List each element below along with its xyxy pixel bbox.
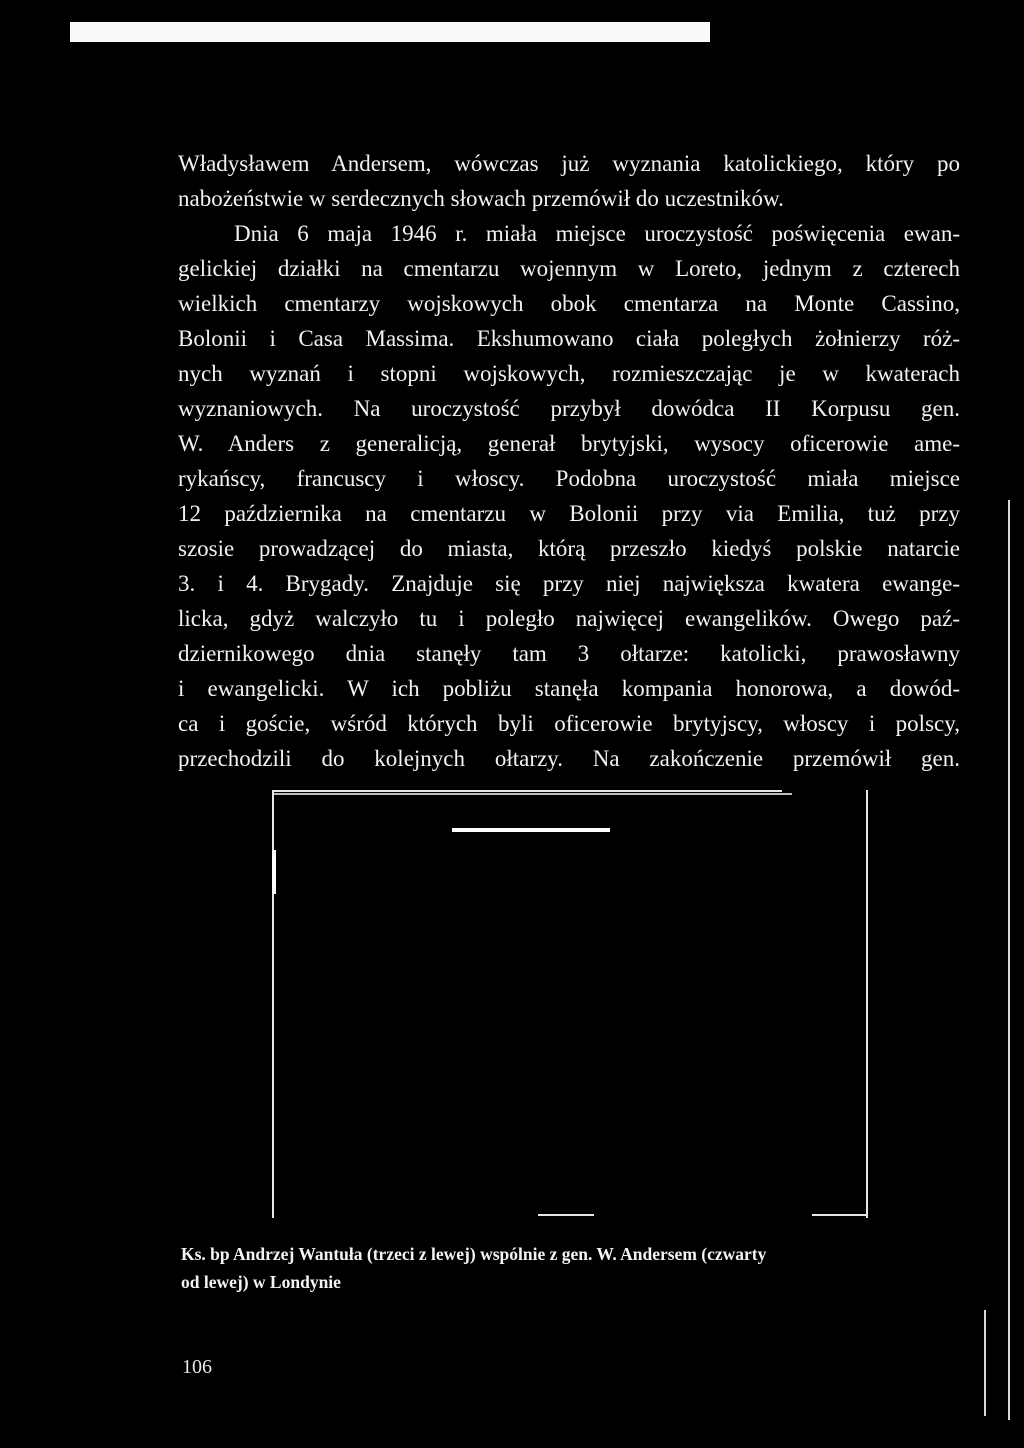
text-line: 12 października na cmentarzu w Bolonii przy via Emilia, tuż przy <box>178 501 960 526</box>
text-line: nabożeństwie w serdecznych słowach przemówił do uczestników. <box>178 186 784 211</box>
caption-line: od lewej) w Londynie <box>181 1272 341 1292</box>
text-line: i ewangelicki. W ich pobliżu stanęła kompania honorowa, a dowód- <box>178 676 960 701</box>
frame-right-edge <box>866 790 868 1218</box>
text-line: gelickiej działki na cmentarzu wojennym w Loreto, jednym z czterech <box>178 256 960 281</box>
text-line: przechodzili do kolejnych ołtarzy. Na zakończenie przemówił gen. <box>178 746 960 771</box>
frame-top-edge <box>272 790 782 792</box>
text-line: Władysławem Andersem, wówczas już wyznania katolickiego, który po <box>178 151 960 176</box>
text-line: rykańscy, francuscy i włoscy. Podobna uroczystość miała miejsce <box>178 466 960 491</box>
photo-caption <box>181 1240 961 1296</box>
text-line: dziernikowego dnia stanęły tam 3 ołtarze: katolicki, prawosławny <box>178 641 960 666</box>
page-number: 106 <box>182 1356 212 1378</box>
text-line: wielkich cmentarzy wojskowych obok cmentarza na Monte Cassino, <box>178 291 960 316</box>
body-paragraph <box>178 146 960 776</box>
scan-edge-line <box>1008 500 1010 1420</box>
photo-highlight-mark <box>452 828 610 832</box>
photo-left-mark <box>272 850 276 894</box>
photo-frame <box>272 790 868 1218</box>
text-line: licka, gdyż walczyło tu i poległo najwięcej ewangelików. Owego paź- <box>178 606 960 631</box>
text-line: Bolonii i Casa Massima. Ekshumowano ciała poległych żołnierzy róż- <box>178 326 960 351</box>
scan-edge-line <box>984 1310 986 1416</box>
text-line: ca i goście, wśród których byli oficerowie brytyjscy, włoscy i polscy, <box>178 711 960 736</box>
frame-top-edge-shadow <box>272 793 792 795</box>
text-line: W. Anders z generalicją, generał brytyjski, wysocy oficerowie ame- <box>178 431 960 456</box>
frame-bottom-fragment <box>812 1214 868 1216</box>
frame-bottom-fragment <box>538 1214 594 1216</box>
scan-header-bar <box>70 22 710 42</box>
text-line: nych wyznań i stopni wojskowych, rozmieszczając je w kwaterach <box>178 361 960 386</box>
text-line: 3. i 4. Brygady. Znajduje się przy niej największa kwatera ewange- <box>178 571 960 596</box>
caption-line: Ks. bp Andrzej Wantuła (trzeci z lewej) wspólnie z gen. W. Andersem (czwarty <box>181 1244 767 1264</box>
text-line: Dnia 6 maja 1946 r. miała miejsce uroczystość poświęcenia ewan- <box>234 221 960 246</box>
text-line: wyznaniowych. Na uroczystość przybył dowódca II Korpusu gen. <box>178 396 960 421</box>
text-line: szosie prowadzącej do miasta, którą przeszło kiedyś polskie natarcie <box>178 536 960 561</box>
